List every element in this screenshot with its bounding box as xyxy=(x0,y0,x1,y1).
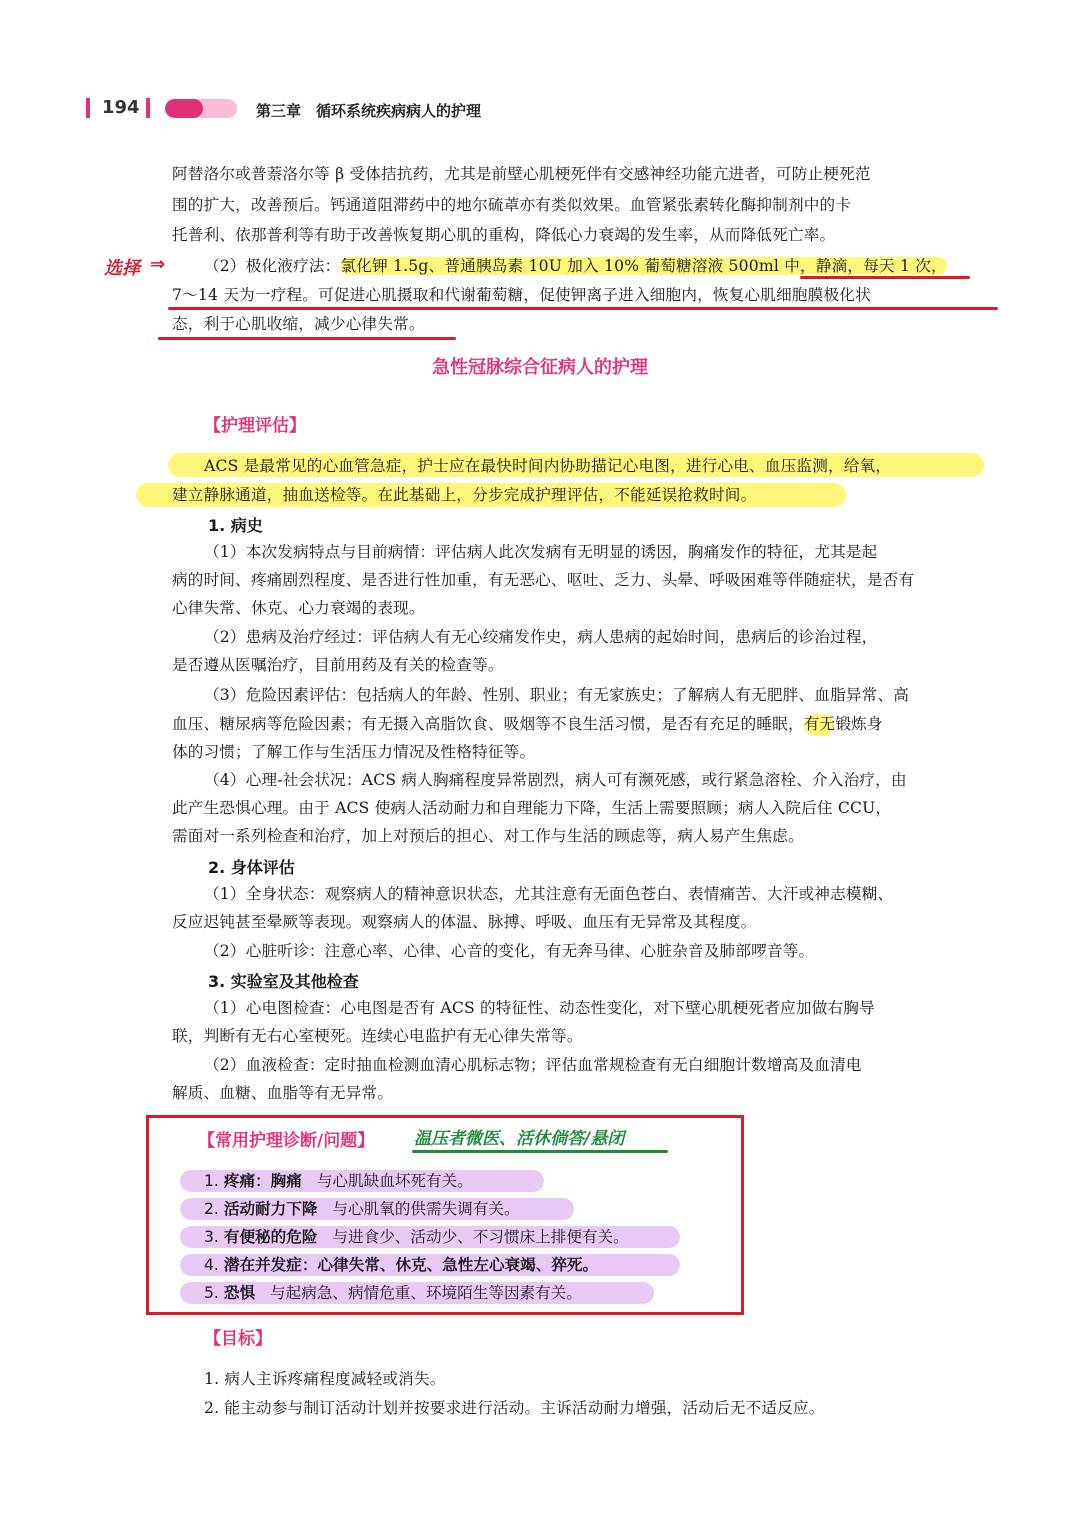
lab-heading: 3. 实验室及其他检查 xyxy=(208,972,359,991)
goal-item-2: 2. 能主动参与制订活动计划并按要求进行活动。主诉活动耐力增强，活动后无不适反应。 xyxy=(204,1399,825,1417)
polarizing-prefix: （2）极化液疗法： xyxy=(204,257,341,275)
assessment-intro-line-1: ACS 是最常见的心血管急症，护士应在最快时间内协助描记心电图，进行心电、血压监测，给氧， xyxy=(204,457,892,475)
assessment-heading: 【护理评估】 xyxy=(204,416,306,436)
header-bar-right xyxy=(146,98,150,118)
goals-heading: 【目标】 xyxy=(204,1329,272,1349)
diagnosis-heading: 【常用护理诊断/问题】 xyxy=(198,1131,375,1151)
diagnosis-item-1: 1. 疼痛：胸痛 与心肌缺血坏死有关。 xyxy=(204,1171,473,1191)
history-line-1: （1）本次发病特点与目前病情：评估病人此次发病有无明显的诱因，胸痛发作的特征，尤其是起 xyxy=(204,543,878,561)
diagnosis-item-2: 2. 活动耐力下降 与心肌氧的供需失调有关。 xyxy=(204,1199,520,1219)
diagnosis-item-4: 4. 潜在并发症：心律失常、休克、急性左心衰竭、猝死。 xyxy=(204,1255,598,1275)
history-line-8: 体的习惯；了解工作与生活压力情况及性格特征等。 xyxy=(172,743,536,761)
page-number: 194 xyxy=(102,97,140,118)
history-line-7: 血压、糖尿病等危险因素；有无摄入高脂饮食、吸烟等不良生活习惯，是否有充足的睡眠，有无锻炼身 xyxy=(172,715,883,733)
chapter-title: 第三章 循环系统疾病病人的护理 xyxy=(256,102,482,120)
red-underline-1 xyxy=(800,276,970,279)
history-line-5: 是否遵从医嘱治疗，目前用药及有关的检查等。 xyxy=(172,656,504,674)
lab-line-4: 解质、血糖、血脂等有无异常。 xyxy=(172,1084,394,1102)
header-pill xyxy=(165,99,237,118)
handwritten-note: 温压者微医、活休倘答/悬闭 xyxy=(414,1129,625,1149)
physical-line-2: 反应迟钝甚至晕厥等表现。观察病人的体温、脉搏、呼吸、血压有无异常及其程度。 xyxy=(172,913,757,931)
top-paragraph-line-1: 阿替洛尔或普萘洛尔等 β 受体拮抗药，尤其是前壁心肌梗死伴有交感神经功能亢进者，可防止梗死范 xyxy=(172,165,871,183)
arrow-icon: ⇒ xyxy=(150,254,166,275)
polarizing-line-2: 7～14 天为一疗程。可促进心肌摄取和代谢葡萄糖，促使钾离子进入细胞内，恢复心肌细胞膜极化状 xyxy=(172,286,871,304)
history-line-4: （2）患病及治疗经过：评估病人有无心绞痛发作史，病人患病的起始时间，患病后的诊治过程， xyxy=(204,628,878,646)
history-line-11: 需面对一系列检查和治疗，加上对预后的担心、对工作与生活的顾虑等，病人易产生焦虑。 xyxy=(172,827,804,845)
top-paragraph-line-3: 托普利、依那普利等有助于改善恢复期心肌的重构，降低心力衰竭的发生率，从而降低死亡率。 xyxy=(172,226,836,244)
diagnosis-item-5: 5. 恐惧 与起病急、病情危重、环境陌生等因素有关。 xyxy=(204,1283,582,1303)
header-bar-left xyxy=(86,98,90,118)
history-line-2: 病的时间、疼痛剧烈程度、是否进行性加重，有无恶心、呕吐、乏力、头晕、呼吸困难等伴随症状，是否有 xyxy=(172,571,915,589)
red-underline-3 xyxy=(158,337,456,340)
goal-item-1: 1. 病人主诉疼痛程度减轻或消失。 xyxy=(204,1370,446,1388)
history-line-9: （4）心理-社会状况：ACS 病人胸痛程度异常剧烈，病人可有濒死感，或行紧急溶栓、介入治疗，由 xyxy=(204,771,907,789)
lab-line-3: （2）血液检查：定时抽血检测血清心肌标志物；评估血常规检查有无白细胞计数增高及血清电 xyxy=(204,1056,862,1074)
polarizing-line-3: 态，利于心肌收缩，减少心律失常。 xyxy=(172,315,425,333)
handwritten-annotation: 选择 xyxy=(104,258,140,279)
history-line-6: （3）危险因素评估：包括病人的年龄、性别、职业；有无家族史；了解病人有无肥胖、血脂异常、高 xyxy=(204,686,910,704)
physical-heading: 2. 身体评估 xyxy=(208,858,295,877)
assessment-intro-line-2: 建立静脉通道，抽血送检等。在此基础上，分步完成护理评估，不能延误抢救时间。 xyxy=(172,486,757,504)
lab-line-1: （1）心电图检查：心电图是否有 ACS 的特征性、动态性变化，对下壁心肌梗死者应加做右胸导 xyxy=(204,999,875,1017)
section-title: 急性冠脉综合征病人的护理 xyxy=(432,357,648,378)
polarizing-line-1 xyxy=(204,256,1004,276)
top-paragraph-line-2: 围的扩大，改善预后。钙通道阻滞药中的地尔硫䓬亦有类似效果。血管紧张素转化酶抑制剂中的卡 xyxy=(172,196,852,214)
polarizing-highlight: 氯化钾 1.5g、普通胰岛素 10U 加入 10% 葡萄糖溶液 500ml 中，静滴，每天 1 次， xyxy=(340,257,947,275)
green-underline xyxy=(412,1150,668,1153)
history-line-10: 此产生恐惧心理。由于 ACS 使病人活动耐力和自理能力下降，生活上需要照顾；病人入院后住 CCU， xyxy=(172,799,892,817)
red-underline-2 xyxy=(168,307,998,310)
lab-line-2: 联，判断有无右心室梗死。连续心电监护有无心律失常等。 xyxy=(172,1027,583,1045)
physical-line-3: （2）心脏听诊：注意心率、心律、心音的变化，有无奔马律、心脏杂音及肺部啰音等。 xyxy=(204,942,815,960)
history-heading: 1. 病史 xyxy=(208,516,263,535)
diagnosis-item-3: 3. 有便秘的危险 与进食少、活动少、不习惯床上排便有关。 xyxy=(204,1227,629,1247)
history-line-3: 心律失常、休克、心力衰竭的表现。 xyxy=(172,599,425,617)
physical-line-1: （1）全身状态：观察病人的精神意识状态，尤其注意有无面色苍白、表情痛苦、大汗或神志模糊、 xyxy=(204,885,894,903)
